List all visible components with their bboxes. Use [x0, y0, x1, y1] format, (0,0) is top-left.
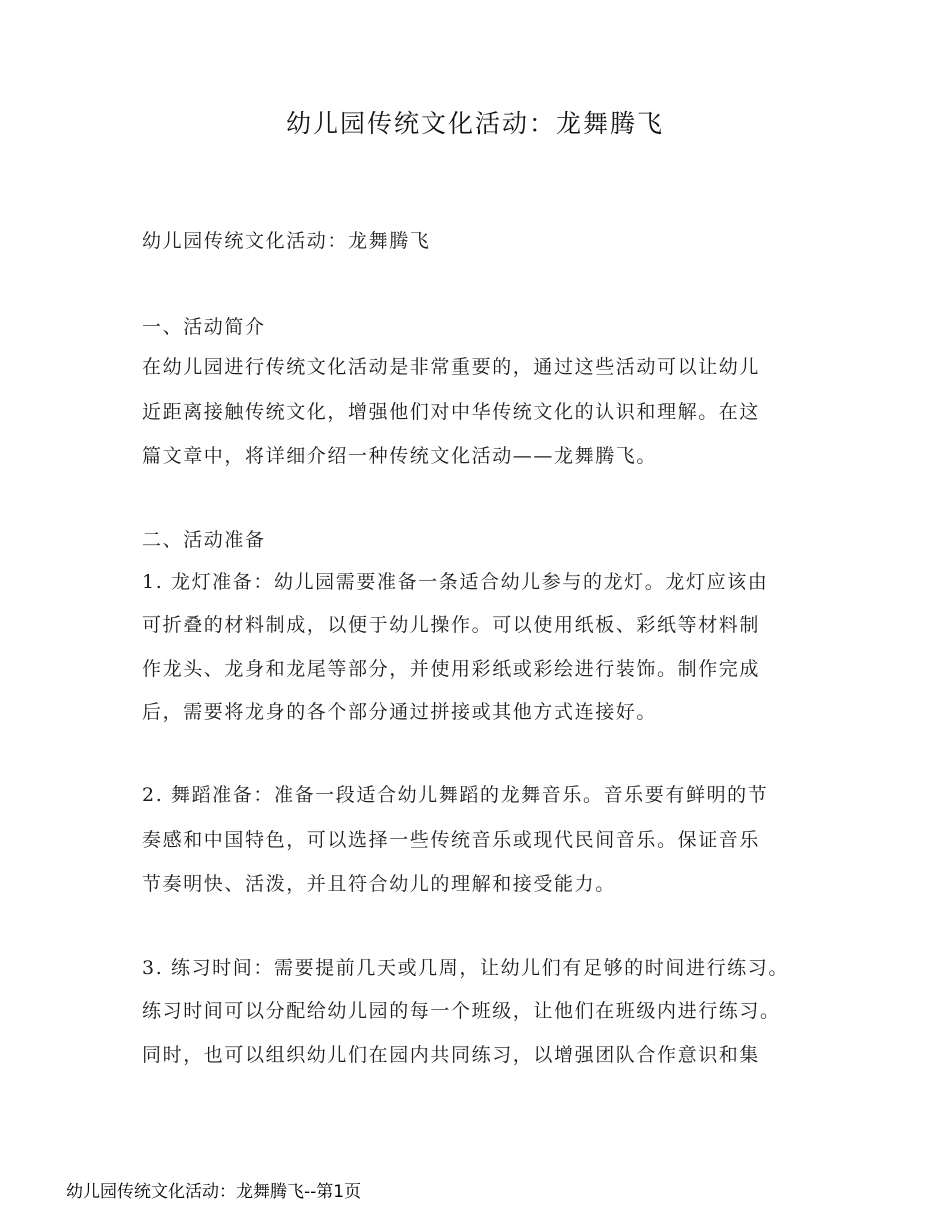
- page-title: 幼儿园传统文化活动：龙舞腾飞: [285, 109, 664, 138]
- prep-item1-line: 可折叠的材料制成，以便于幼儿操作。可以使用纸板、彩纸等材料制: [142, 614, 761, 636]
- document-subtitle: 幼儿园传统文化活动：龙舞腾飞: [142, 230, 431, 252]
- prep-item2-line: 节奏明快、活泼，并且符合幼儿的理解和接受能力。: [142, 873, 616, 895]
- prep-item2-line: 2. 舞蹈准备：准备一段适合幼儿舞蹈的龙舞音乐。音乐要有鲜明的节: [142, 784, 769, 806]
- prep-item1-line: 作龙头、龙身和龙尾等部分，并使用彩纸或彩绘进行装饰。制作完成: [142, 658, 761, 680]
- section-heading-prep: 二、活动准备: [142, 529, 266, 551]
- prep-item1-line: 1. 龙灯准备：幼儿园需要准备一条适合幼儿参与的龙灯。龙灯应该由: [142, 571, 769, 593]
- prep-item1-line: 后，需要将龙身的各个部分通过拼接或其他方式连接好。: [142, 701, 658, 723]
- intro-line: 近距离接触传统文化，增强他们对中华传统文化的认识和理解。在这: [142, 401, 761, 423]
- prep-item3-line: 3. 练习时间：需要提前几天或几周，让幼儿们有足够的时间进行练习。: [142, 957, 789, 979]
- intro-line: 篇文章中，将详细介绍一种传统文化活动——龙舞腾飞。: [142, 445, 658, 467]
- prep-item2-line: 奏感和中国特色，可以选择一些传统音乐或现代民间音乐。保证音乐: [142, 829, 761, 851]
- prep-item3-line: 练习时间可以分配给幼儿园的每一个班级，让他们在班级内进行练习。: [142, 1000, 781, 1022]
- prep-item3-line: 同时，也可以组织幼儿们在园内共同练习，以增强团队合作意识和集: [142, 1044, 761, 1066]
- intro-line: 在幼儿园进行传统文化活动是非常重要的，通过这些活动可以让幼儿: [142, 356, 761, 378]
- page-footer: 幼儿园传统文化活动：龙舞腾飞--第1页: [66, 1182, 362, 1202]
- section-heading-intro: 一、活动简介: [142, 316, 266, 338]
